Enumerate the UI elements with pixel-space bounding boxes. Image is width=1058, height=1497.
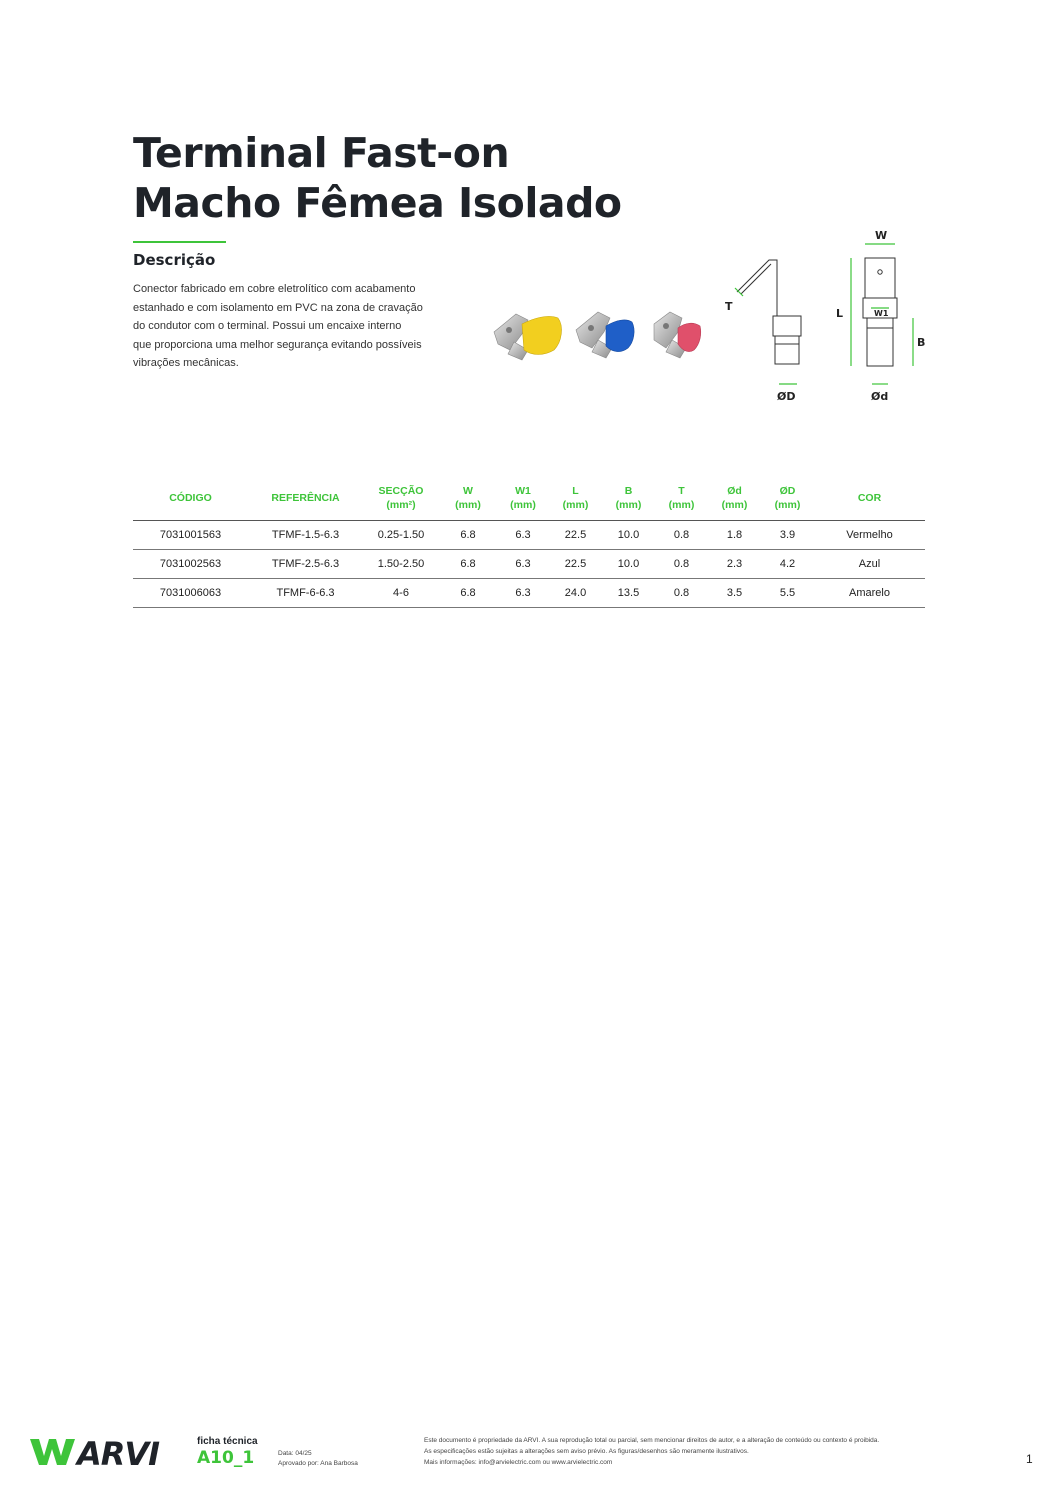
cell-w1: 6.3 bbox=[497, 550, 549, 579]
cell-b: 13.5 bbox=[602, 579, 655, 608]
table-row bbox=[133, 550, 925, 579]
cell-od-small: 3.5 bbox=[708, 579, 761, 608]
specifications-table bbox=[133, 476, 925, 608]
cell-cor: Amarelo bbox=[814, 579, 925, 608]
document-meta bbox=[278, 1449, 358, 1469]
header-b: B (mm) bbox=[602, 476, 655, 521]
cell-t: 0.8 bbox=[655, 521, 708, 550]
header-seccao-unit: (mm²) bbox=[386, 499, 416, 511]
arvi-logo-mark bbox=[30, 1439, 75, 1465]
dim-label-l: L bbox=[836, 307, 844, 320]
cell-referencia: TFMF-2.5-6.3 bbox=[248, 550, 363, 579]
header-t: T (mm) bbox=[655, 476, 708, 521]
description-heading: Descrição bbox=[133, 251, 216, 269]
legal-line: As especificações estão sujeitas a alterações sem aviso prévio. As figuras/desenhos são meramente ilustrativos. bbox=[424, 1448, 749, 1455]
header-od-small: Ød (mm) bbox=[708, 476, 761, 521]
header-codigo: CÓDIGO bbox=[133, 476, 248, 521]
header-w1: W1 (mm) bbox=[497, 476, 549, 521]
legal-line: Este documento é propriedade da ARVI. A sua reprodução total ou parcial, sem mencionar direitos de autor, e a alteração de conteúdo ou contexto é proibida. bbox=[424, 1437, 880, 1444]
table-row bbox=[133, 579, 925, 608]
cell-b: 10.0 bbox=[602, 550, 655, 579]
cell-od-large: 5.5 bbox=[761, 579, 814, 608]
yellow-terminal-photo bbox=[494, 314, 561, 360]
blue-terminal-photo bbox=[576, 312, 634, 358]
cell-referencia: TFMF-1.5-6.3 bbox=[248, 521, 363, 550]
legal-line: Mais informações: info@arvielectric.com ou www.arvielectric.com bbox=[424, 1459, 613, 1466]
header-w: W (mm) bbox=[439, 476, 497, 521]
cell-cor: Azul bbox=[814, 550, 925, 579]
cell-codigo: 7031002563 bbox=[133, 550, 248, 579]
header-l: L (mm) bbox=[549, 476, 602, 521]
cell-seccao: 1.50-2.50 bbox=[363, 550, 439, 579]
cell-codigo: 7031006063 bbox=[133, 579, 248, 608]
cell-w1: 6.3 bbox=[497, 579, 549, 608]
cell-seccao: 4-6 bbox=[363, 579, 439, 608]
ficha-label: ficha técnica bbox=[197, 1436, 258, 1447]
title-line-1: Terminal Fast-on bbox=[133, 129, 510, 177]
header-seccao: SECÇÃO (mm²) bbox=[363, 476, 439, 521]
table-row bbox=[133, 521, 925, 550]
product-photos bbox=[488, 296, 713, 376]
header-cor: COR bbox=[814, 476, 925, 521]
cell-od-small: 1.8 bbox=[708, 521, 761, 550]
red-terminal-photo bbox=[654, 312, 701, 358]
title-line-2: Macho Fêmea Isolado bbox=[133, 179, 622, 227]
cell-w1: 6.3 bbox=[497, 521, 549, 550]
description-line: Conector fabricado em cobre eletrolítico com acabamento bbox=[133, 283, 416, 295]
cell-referencia: TFMF-6-6.3 bbox=[248, 579, 363, 608]
table-header-row bbox=[133, 476, 925, 521]
cell-w: 6.8 bbox=[439, 521, 497, 550]
header-referencia: REFERÊNCIA bbox=[248, 476, 363, 521]
approved-by: Aprovado por: Ana Barbosa bbox=[278, 1460, 358, 1467]
dim-label-w: W bbox=[875, 229, 888, 242]
document-title bbox=[133, 128, 622, 228]
dim-label-od: ØD bbox=[777, 390, 796, 403]
cell-od-small: 2.3 bbox=[708, 550, 761, 579]
ficha-code: A10_1 bbox=[197, 1448, 255, 1468]
description-line: que proporciona uma melhor segurança evitando possíveis bbox=[133, 338, 422, 351]
description-line: estanhado e com isolamento em PVC na zona de cravação bbox=[133, 301, 423, 314]
cell-cor: Vermelho bbox=[814, 521, 925, 550]
cell-codigo: 7031001563 bbox=[133, 521, 248, 550]
dim-label-t: T bbox=[725, 300, 733, 313]
description-line: do condutor com o terminal. Possui um encaixe interno bbox=[133, 320, 402, 332]
legal-notice bbox=[424, 1435, 879, 1468]
cell-t: 0.8 bbox=[655, 579, 708, 608]
header-od-large: ØD (mm) bbox=[761, 476, 814, 521]
cell-seccao: 0.25-1.50 bbox=[363, 521, 439, 550]
description-text bbox=[133, 280, 438, 373]
dim-label-b: B bbox=[917, 336, 926, 349]
cell-l: 22.5 bbox=[549, 521, 602, 550]
cell-b: 10.0 bbox=[602, 521, 655, 550]
cell-w: 6.8 bbox=[439, 579, 497, 608]
brand-name: ARVI bbox=[77, 1436, 160, 1468]
document-date: Data: 04/25 bbox=[278, 1450, 312, 1457]
description-line: vibrações mecânicas. bbox=[133, 357, 239, 369]
cell-od-large: 4.2 bbox=[761, 550, 814, 579]
page-number: 1 bbox=[1026, 1452, 1033, 1466]
cell-w: 6.8 bbox=[439, 550, 497, 579]
cell-od-large: 3.9 bbox=[761, 521, 814, 550]
cell-l: 22.5 bbox=[549, 550, 602, 579]
cell-l: 24.0 bbox=[549, 579, 602, 608]
cell-t: 0.8 bbox=[655, 550, 708, 579]
section-divider bbox=[133, 241, 226, 243]
technical-drawing bbox=[715, 224, 940, 409]
dim-label-osd: Ød bbox=[871, 390, 889, 403]
dim-label-w1: W1 bbox=[874, 309, 889, 318]
arvi-logo bbox=[30, 1436, 175, 1468]
